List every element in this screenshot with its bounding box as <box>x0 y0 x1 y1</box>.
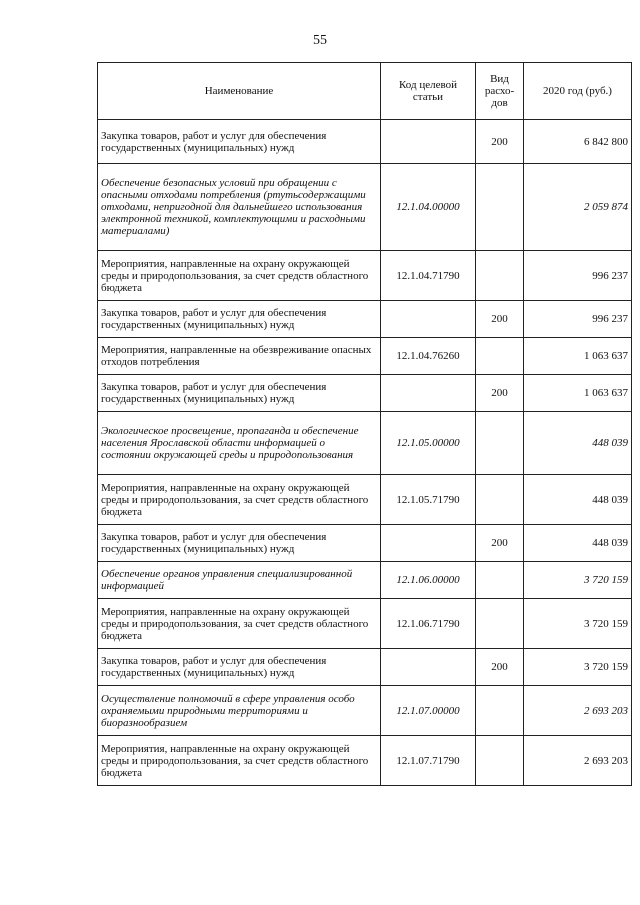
cell-sum: 2 693 203 <box>524 686 632 736</box>
table-row <box>98 562 632 599</box>
cell-kind <box>476 562 524 599</box>
cell-kind <box>476 599 524 649</box>
cell-kind <box>476 338 524 375</box>
cell-name: Закупка товаров, работ и услуг для обеспечения государственных (муниципальных) нужд <box>98 375 381 412</box>
cell-kind <box>476 736 524 786</box>
cell-sum: 996 237 <box>524 251 632 301</box>
table-row <box>98 301 632 338</box>
cell-sum: 3 720 159 <box>524 562 632 599</box>
table-row <box>98 649 632 686</box>
cell-sum: 996 237 <box>524 301 632 338</box>
cell-kind <box>476 686 524 736</box>
cell-name: Обеспечение безопасных условий при обращении с опасными отходами потребления (ртутьсодержащими отходами, непригодной для дальнейшего использования электронной техникой, комплектующими и расходными материалами) <box>98 164 381 251</box>
table-row <box>98 338 632 375</box>
page-number: 55 <box>313 33 327 48</box>
cell-code: 12.1.05.71790 <box>381 475 476 525</box>
cell-code: 12.1.06.71790 <box>381 599 476 649</box>
table-row <box>98 736 632 786</box>
cell-code <box>381 525 476 562</box>
cell-sum: 3 720 159 <box>524 599 632 649</box>
cell-code: 12.1.04.71790 <box>381 251 476 301</box>
cell-kind <box>476 412 524 475</box>
cell-code: 12.1.06.00000 <box>381 562 476 599</box>
cell-name: Закупка товаров, работ и услуг для обеспечения государственных (муниципальных) нужд <box>98 120 381 164</box>
cell-name: Обеспечение органов управления специализированной информацией <box>98 562 381 599</box>
cell-name: Осуществление полномочий в сфере управления особо охраняемыми природными территориями и биоразнообразием <box>98 686 381 736</box>
cell-name: Закупка товаров, работ и услуг для обеспечения государственных (муниципальных) нужд <box>98 301 381 338</box>
header-name: Наименование <box>98 63 381 120</box>
table-row <box>98 686 632 736</box>
cell-sum: 2 059 874 <box>524 164 632 251</box>
header-code: Код целевой статьи <box>381 63 476 120</box>
cell-name: Мероприятия, направленные на обезвреживание опасных отходов потребления <box>98 338 381 375</box>
table-row <box>98 412 632 475</box>
cell-sum: 1 063 637 <box>524 375 632 412</box>
cell-code: 12.1.05.00000 <box>381 412 476 475</box>
cell-kind: 200 <box>476 375 524 412</box>
table-row <box>98 164 632 251</box>
cell-kind <box>476 251 524 301</box>
cell-kind: 200 <box>476 120 524 164</box>
cell-name: Мероприятия, направленные на охрану окружающей среды и природопользования, за счет средств областного бюджета <box>98 251 381 301</box>
table-row <box>98 251 632 301</box>
table-header-row <box>98 63 632 120</box>
cell-sum: 448 039 <box>524 475 632 525</box>
cell-code <box>381 649 476 686</box>
cell-name: Мероприятия, направленные на охрану окружающей среды и природопользования, за счет средств областного бюджета <box>98 599 381 649</box>
cell-name: Мероприятия, направленные на охрану окружающей среды и природопользования, за счет средств областного бюджета <box>98 475 381 525</box>
cell-code: 12.1.04.00000 <box>381 164 476 251</box>
cell-sum: 448 039 <box>524 525 632 562</box>
cell-kind <box>476 475 524 525</box>
table-row <box>98 375 632 412</box>
cell-sum: 2 693 203 <box>524 736 632 786</box>
cell-code: 12.1.07.00000 <box>381 686 476 736</box>
cell-code <box>381 120 476 164</box>
cell-kind <box>476 164 524 251</box>
table-row <box>98 599 632 649</box>
cell-kind: 200 <box>476 301 524 338</box>
header-kind: Вид расхо-дов <box>476 63 524 120</box>
cell-name: Мероприятия, направленные на охрану окружающей среды и природопользования, за счет средств областного бюджета <box>98 736 381 786</box>
cell-code <box>381 375 476 412</box>
table-row <box>98 120 632 164</box>
table-row <box>98 475 632 525</box>
budget-table <box>97 62 632 786</box>
cell-code: 12.1.04.76260 <box>381 338 476 375</box>
cell-name: Закупка товаров, работ и услуг для обеспечения государственных (муниципальных) нужд <box>98 649 381 686</box>
cell-kind: 200 <box>476 649 524 686</box>
cell-name: Экологическое просвещение, пропаганда и обеспечение населения Ярославской области информацией о состоянии окружающей среды и природопользования <box>98 412 381 475</box>
header-sum: 2020 год (руб.) <box>524 63 632 120</box>
cell-sum: 1 063 637 <box>524 338 632 375</box>
cell-sum: 3 720 159 <box>524 649 632 686</box>
table-row <box>98 525 632 562</box>
table-body <box>98 120 632 786</box>
cell-sum: 6 842 800 <box>524 120 632 164</box>
cell-name: Закупка товаров, работ и услуг для обеспечения государственных (муниципальных) нужд <box>98 525 381 562</box>
cell-code: 12.1.07.71790 <box>381 736 476 786</box>
cell-code <box>381 301 476 338</box>
cell-sum: 448 039 <box>524 412 632 475</box>
cell-kind: 200 <box>476 525 524 562</box>
